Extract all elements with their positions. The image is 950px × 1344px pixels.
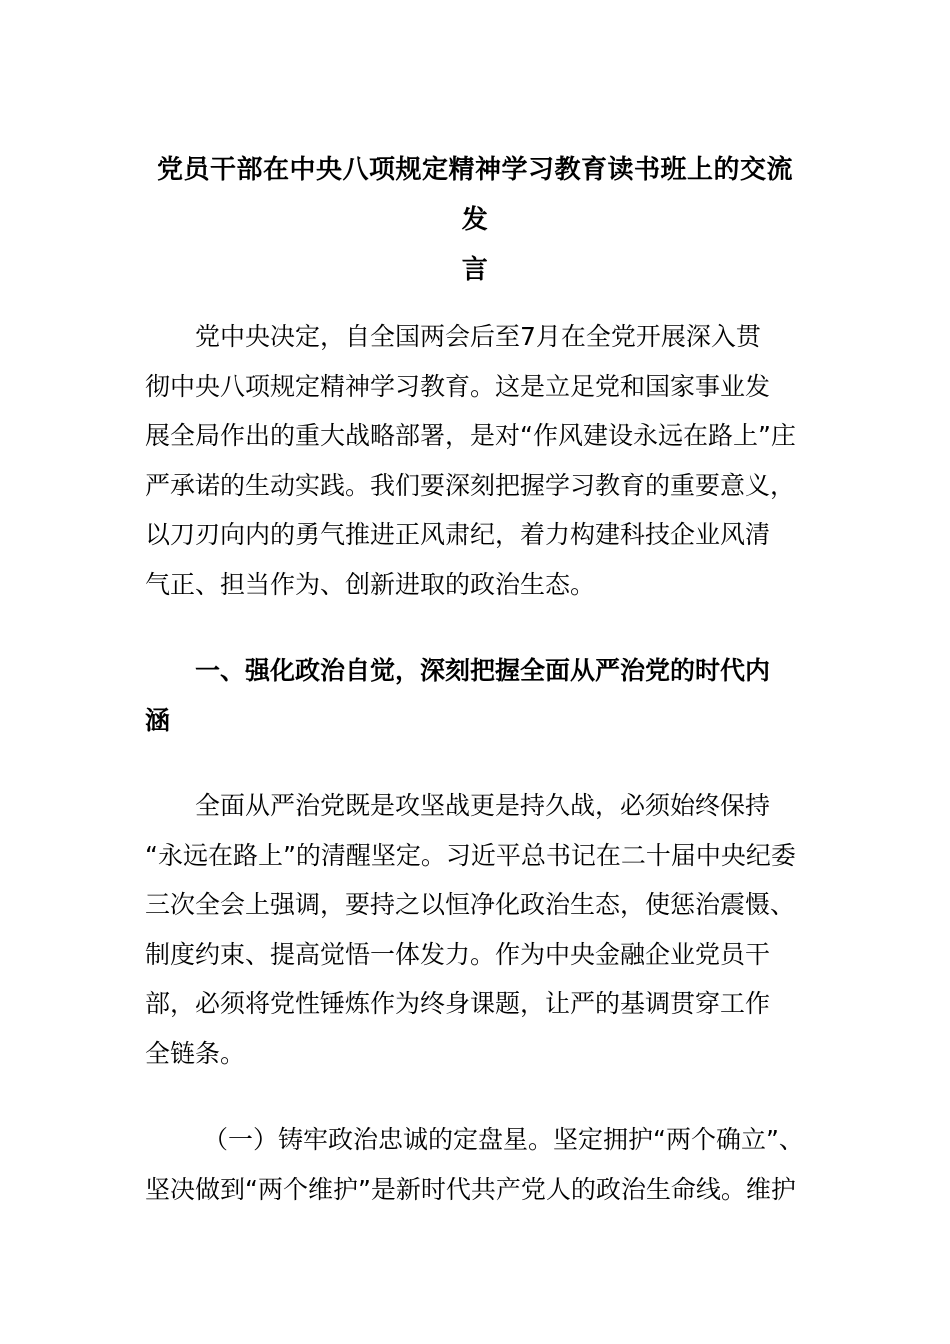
text-line: 以刀刃向内的勇气推进正风肃纪，着力构建科技企业风清	[145, 520, 771, 550]
section-body-paragraph	[145, 781, 810, 1079]
title-line: 言	[461, 255, 489, 286]
text-line: （一）铸牢政治忠诚的定盘星。坚定拥护“两个确立”、	[203, 1125, 804, 1154]
text-line: 严承诺的生动实践。我们要深刻把握学习教育的重要意义，	[145, 470, 796, 500]
text-line: 制度约束、提高觉悟一体发力。作为中央金融企业党员干	[145, 939, 771, 969]
heading-line: 一、强化政治自觉，深刻把握全面从严治党的时代内	[195, 656, 771, 685]
text-line: 气正、担当作为、创新进取的政治生态。	[145, 569, 596, 599]
text-line: 全面从严治党既是攻坚战更是持久战，必须始终保持	[195, 791, 771, 820]
text-line: 彻中央八项规定精神学习教育。这是立足党和国家事业发	[145, 371, 771, 401]
heading-line: 涵	[145, 705, 171, 735]
text-line: 全链条。	[145, 1038, 246, 1068]
title-line: 党员干部在中央八项规定精神学习教育读书班上的交流发	[156, 155, 793, 236]
section-heading	[145, 646, 810, 745]
text-line: 部，必须将党性锤炼作为终身课题，让严的基调贯穿工作	[145, 989, 771, 1019]
text-line: 三次全会上强调，要持之以恒净化政治生态，使惩治震慑、	[145, 890, 796, 920]
text-line: 展全局作出的重大战略部署，是对“作风建设永远在路上”庄	[145, 421, 796, 451]
text-line: “永远在路上”的清醒坚定。习近平总书记在二十届中央纪委	[145, 840, 796, 870]
text-line: 党中央决定，自全国两会后至7月在全党开展深入贯	[195, 322, 761, 351]
document-title	[145, 145, 805, 295]
text-line: 坚决做到“两个维护”是新时代共产党人的政治生命线。维护	[145, 1174, 796, 1204]
intro-paragraph	[145, 312, 810, 610]
subsection-paragraph	[145, 1115, 810, 1214]
